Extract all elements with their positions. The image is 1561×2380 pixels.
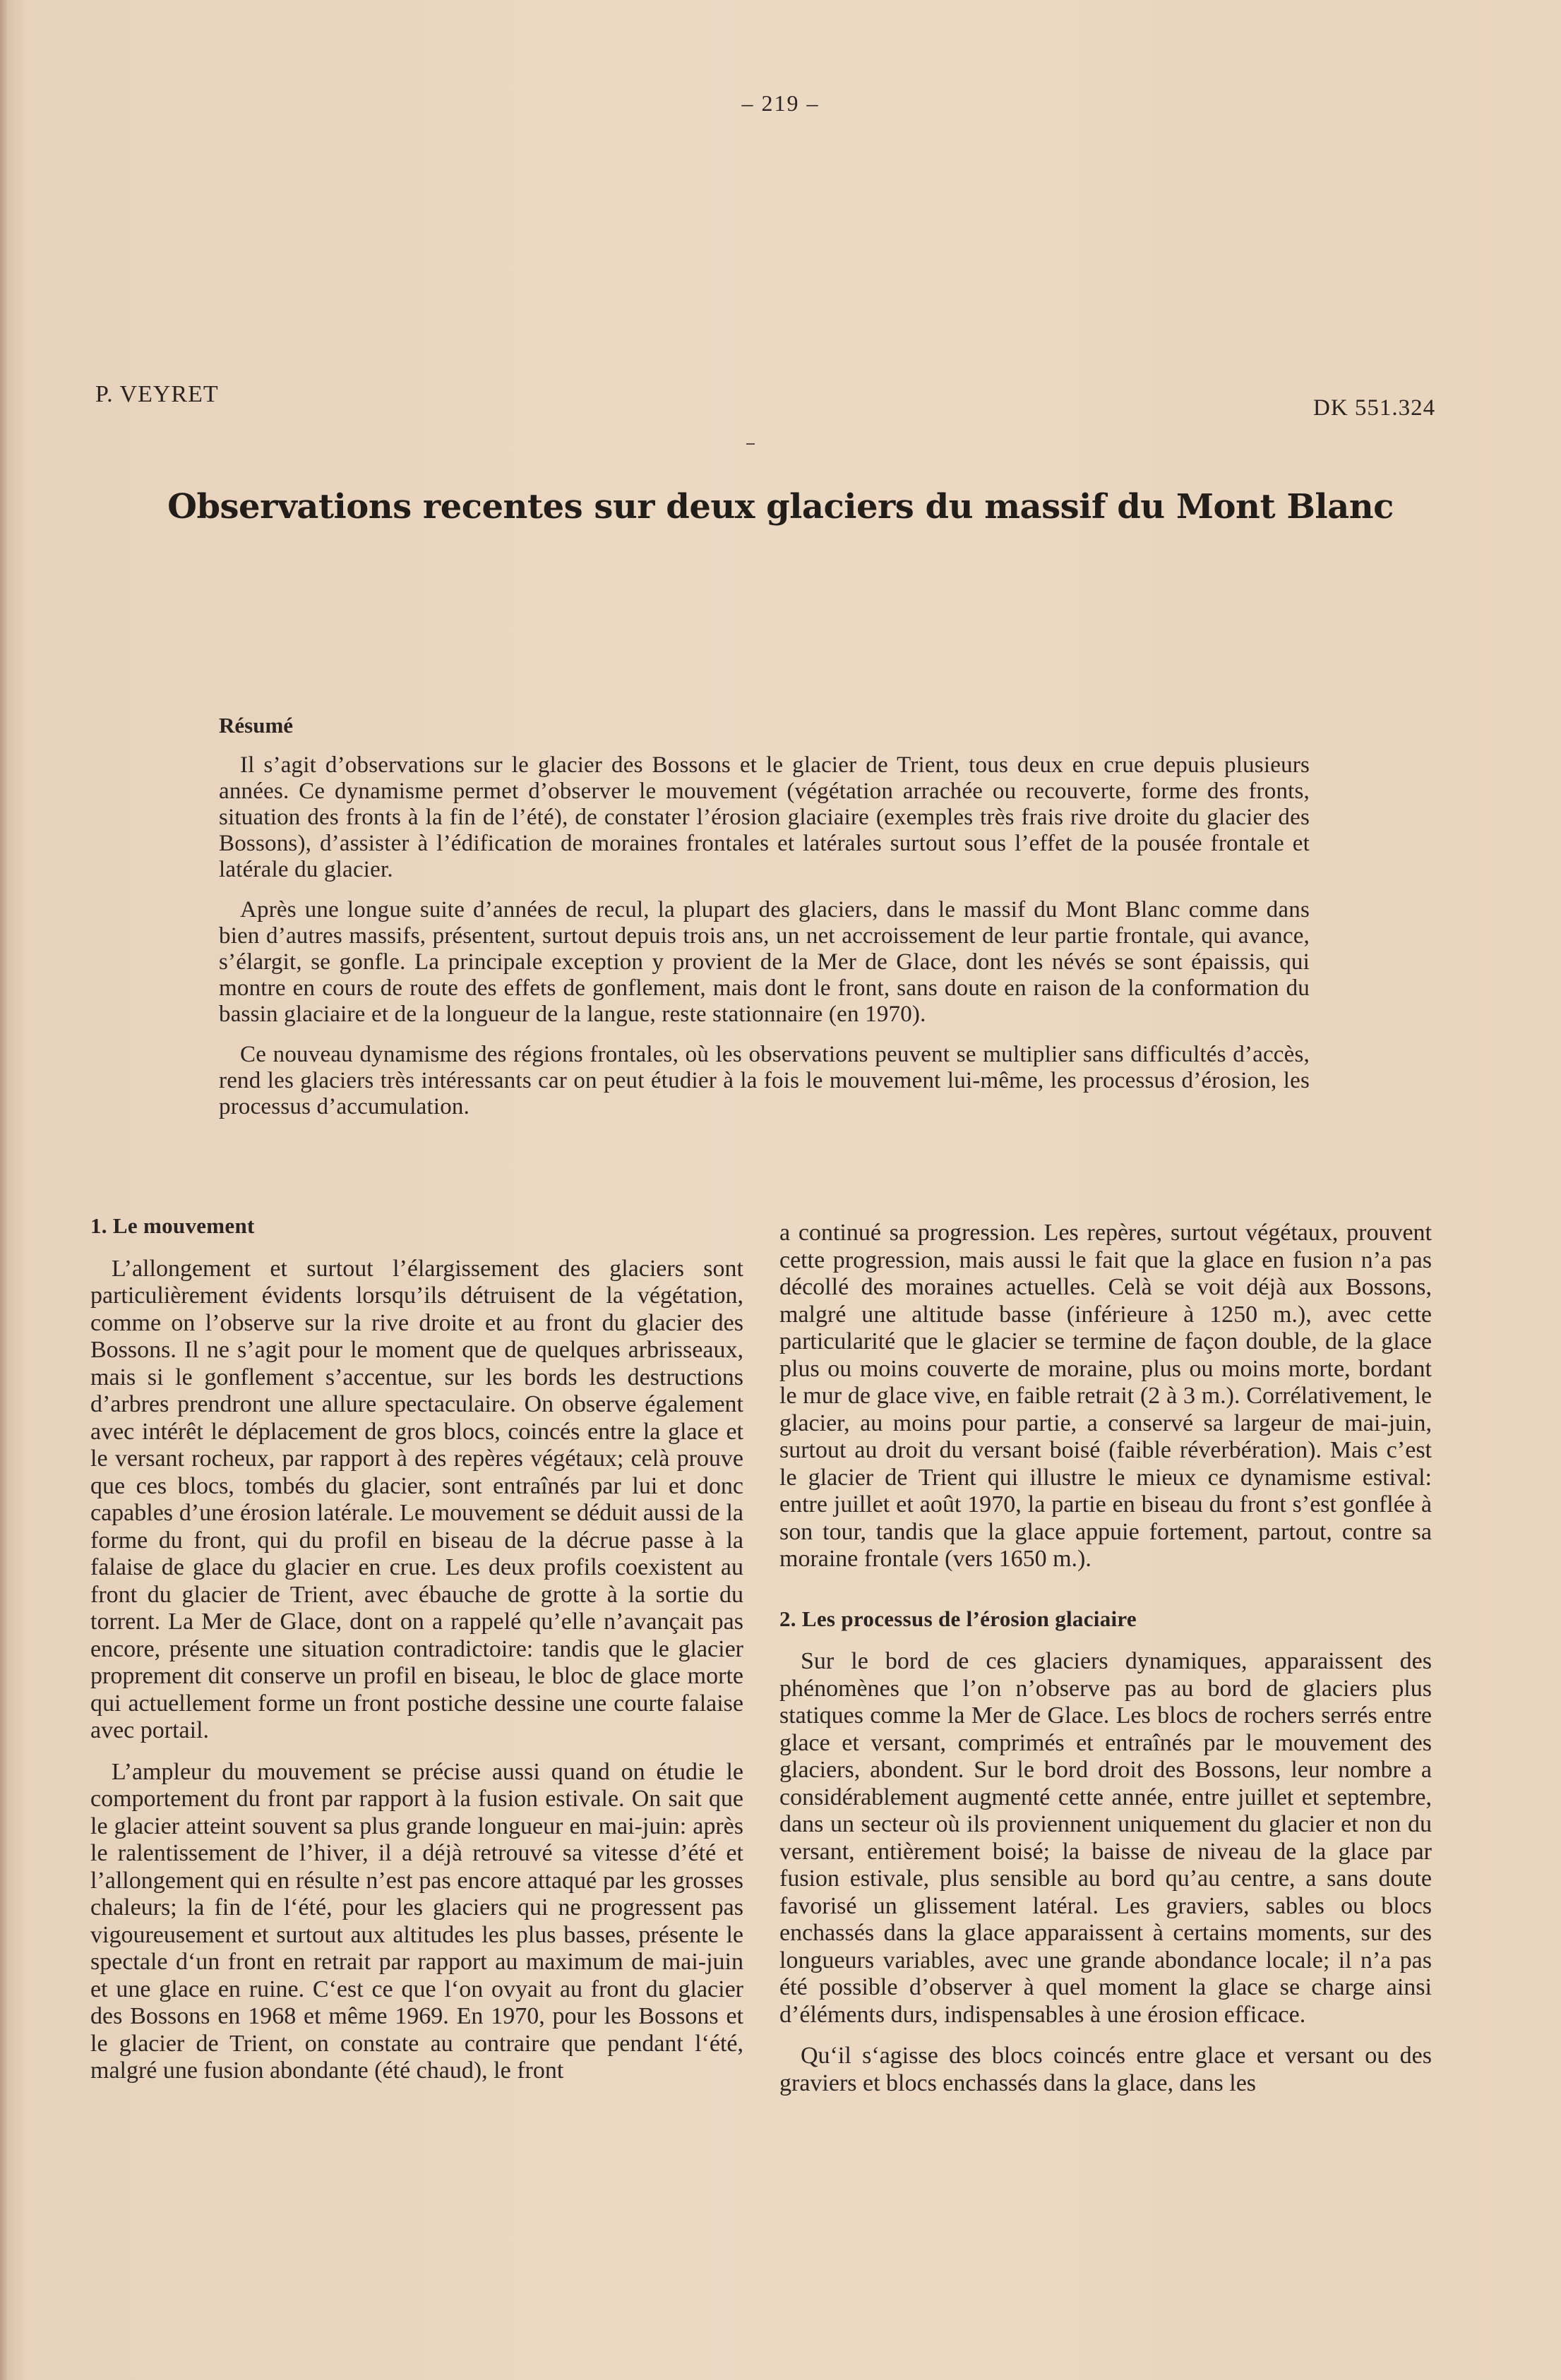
right-column xyxy=(779,1220,1432,2111)
abstract-paragraph: Il s’agit d’observations sur le glacier des Bossons et le glacier de Trient, tous deux en crue depuis plusieurs années. Ce dynamisme permet d’observer le mouvement (végétation arrachée ou recouverte, forme des fronts, situation des fronts à la fin de l’été), de constater l’érosion glaciaire (exemples très frais rive droite du glacier des Bossons), d’assister à l’édification de moraines frontales et latérales surtout sous l’effet de la pousée frontale et latérale du glacier. xyxy=(219,752,1310,882)
abstract xyxy=(219,713,1310,1134)
page-number: – 219 – xyxy=(741,90,820,116)
abstract-paragraph: Ce nouveau dynamisme des régions frontales, où les observations peuvent se multiplier sans difficultés d’accès, rend les glaciers très intéressants car on peut étudier à la fois le mouvement lui-même, les processus d’érosion, les processus d’accumulation. xyxy=(219,1042,1310,1119)
left-column xyxy=(90,1213,743,2099)
article-title: Observations recentes sur deux glaciers du massif du Mont Blanc xyxy=(167,487,1394,527)
abstract-heading: Résumé xyxy=(219,713,294,738)
body-paragraph: L’allongement et surtout l’élargissement des glaciers sont particulièrement évidents lorsqu’ils détruisent de la végétation, comme on l’observe sur la rive droite et au front du glacier des Bossons. Il ne s’agit pour le moment que de quelques arbrisseaux, mais si le gonflement s’accentue, sur les bords les destructions d’arbres prendront une allure spectaculaire. On observe également avec intérêt le déplacement de gros blocs, coincés entre la glace et le versant rocheux, par rapport à des repères végétaux; celà prouve que ces blocs, tombés du glacier, sont entraînés par lui et donc capables d’une érosion latérale. Le mouvement se déduit aussi de la forme du front, qui du profil en biseau de la décrue passe à la falaise de glace du glacier en crue. Les deux profils coexistent au front du glacier de Trient, avec ébauche de grotte à la sortie du torrent. La Mer de Glace, dont on a rappelé qu’elle n’avançait pas encore, présente une situation contradictoire: tandis que le glacier proprement dit conserve un profil en biseau, le bloc de glace morte qui actuellement forme un front postiche dessine une courte falaise avec portail. xyxy=(90,1255,743,1743)
abstract-paragraph: Après une longue suite d’années de recul, la plupart des glaciers, dans le massif du Mont Blanc comme dans bien d’autres massifs, présentent, surtout depuis trois ans, un net accroissement de leur partie frontale, qui avance, s’élargit, se gonfle. La principale exception y provient de la Mer de Glace, dont les névés se sont épaissis, qui montre en cours de route des effets de gonflement, mais dont le front, sans doute en raison de la conformation du bassin glaciaire et de la longueur de la langue, reste stationnaire (en 1970). xyxy=(219,897,1310,1027)
body-paragraph: Qu‘il s‘agisse des blocs coincés entre glace et versant ou des graviers et blocs enchassés dans la glace, dans les xyxy=(779,2043,1432,2096)
dk-classification: DK 551.324 xyxy=(1313,395,1436,421)
body-paragraph: Sur le bord de ces glaciers dynamiques, apparaissent des phénomènes que l’on n’observe pas au bord de glaciers plus statiques comme la Mer de Glace. Les blocs de rochers serrés entre glace et versant, comprimés et entraînés par le mouvement des glaciers, abondent. Sur le bord droit des Bossons, leur nombre a considérablement augmenté cette année, entre juillet et septembre, dans un secteur où ils proviennent uniquement du glacier et non du versant, entièrement boisé; la baisse de niveau de la glace par fusion estivale, plus sensible au bord qu’au centre, a sans doute favorisé un glissement latéral. Les graviers, sables ou blocs enchassés dans la glace apparaissent à certains moments, sur des longueurs variables, avec une grande abondance locale; il n’a pas été possible d’observer à quel moment la glace se charge ainsi d’éléments durs, indispensables à une érosion efficace. xyxy=(779,1648,1432,2028)
print-mark xyxy=(746,443,755,445)
section-heading-movement: 1. Le mouvement xyxy=(90,1213,255,1238)
body-paragraph: L’ampleur du mouvement se précise aussi quand on étudie le comportement du front par rapport à la fusion estivale. On sait que le glacier atteint souvent sa plus grande longueur en mai-juin: après le ralentissement de l’hiver, il a déjà retrouvé sa vitesse d’été et l’allongement qui en résulte n’est pas encore attaqué par les grosses chaleurs; la fin de l‘été, pour les glaciers qui ne progressent pas vigoureusement et surtout aux altitudes les plus basses, présente le spectale d‘un front en retrait par rapport au maximum de mai-juin et une glace en ruine. C‘est ce que l‘on ovyait au front du glacier des Bossons en 1968 et même 1969. En 1970, pour les Bossons et le glacier de Trient, on constate au contraire que pendant l‘été, malgré une fusion abondante (été chaud), le front xyxy=(90,1758,743,2084)
section-heading-erosion: 2. Les processus de l’érosion glaciaire xyxy=(779,1606,1137,1631)
author-name: P. VEYRET xyxy=(95,381,219,407)
body-paragraph-continuation: a continué sa progression. Les repères, surtout végétaux, prouvent cette progression, mais aussi le fait que la glace en fusion n’a pas décollé des moraines actuelles. Celà se voit déjà aux Bossons, malgré une altitude basse (inférieure à 1250 m.), avec cette particularité que le glacier se termine de façon double, de la glace plus ou moins couverte de moraine, plus ou moins morte, bordant le mur de glace vive, en faible retrait (2 à 3 m.). Corrélativement, le glacier, au moins pour partie, a conservé sa largeur de mai-juin, surtout au droit du versant boisé (faible réverbération). Mais c’est le glacier de Trient qui illustre le mieux ce dynamisme estival: entre juillet et août 1970, la partie en biseau du front s’est gonflée à son tour, tandis que la glace appuie fortement, partout, contre sa moraine frontale (vers 1650 m.). xyxy=(779,1220,1432,1572)
